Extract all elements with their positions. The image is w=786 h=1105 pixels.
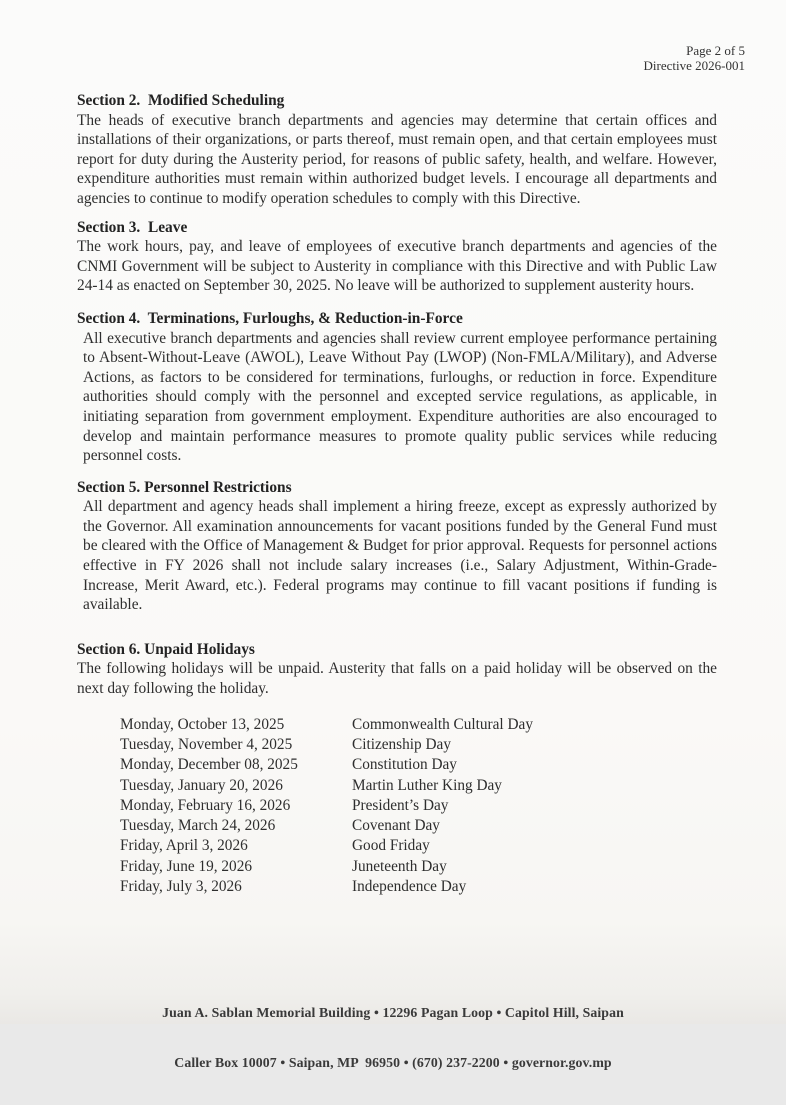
section-2-heading: Section 2. Modified Scheduling <box>77 92 285 109</box>
page-header <box>644 44 745 74</box>
holiday-name: Independence Day <box>352 878 467 895</box>
holiday-date: Friday, April 3, 2026 <box>120 837 248 855</box>
holiday-name: Citizenship Day <box>352 735 451 753</box>
directive-number-label: Directive 2026-001 <box>643 57 745 73</box>
holiday-row <box>120 755 717 775</box>
holiday-date: Monday, October 13, 2025 <box>120 715 285 733</box>
footer-address-line-1: Juan A. Sablan Memorial Building • 12296 Pagan Loop • Capitol Hill, Saipan <box>162 1004 624 1020</box>
section-3-paragraph: The work hours, pay, and leave of employees of executive branch departments and agencies of the CNMI Government will be subject to Austerity in compliance with this Directive and with Public Law 24-14 as enacted on September 30, 2025. No leave will be authorized to supplement austerity hours. <box>77 238 717 295</box>
section-4-paragraph: All executive branch departments and agencies shall review current employee performance pertaining to Absent-Without-Leave (AWOL), Leave Without Pay (LWOP) (Non-FMLA/Military), and Adverse Actions, as factors to be considered for terminations, furloughs, or reduction in force. Expenditure authorities should comply with the personnel and excepted service regulations, as applicable, in initiating separation from government employment. Expenditure authorities are also encouraged to develop and maintain performance measures to promote quality public services while reducing personnel costs. <box>83 329 717 465</box>
holiday-name: President’s Day <box>352 796 449 814</box>
holiday-row <box>120 836 717 856</box>
holiday-row <box>120 776 717 796</box>
holiday-row <box>120 857 717 877</box>
holiday-date: Monday, December 08, 2025 <box>120 756 298 774</box>
section-4-terminations-furloughs-rif <box>77 309 717 466</box>
holiday-row <box>120 816 717 836</box>
holiday-date: Tuesday, January 20, 2026 <box>120 776 283 794</box>
section-5-personnel-restrictions <box>77 478 717 615</box>
section-6-paragraph: The following holidays will be unpaid. Austerity that falls on a paid holiday will be observed on the next day following the holiday. <box>77 660 717 698</box>
holiday-date: Friday, June 19, 2026 <box>120 857 252 875</box>
holiday-name: Constitution Day <box>352 756 457 774</box>
section-6-unpaid-holidays <box>77 640 717 699</box>
section-5-heading: Section 5. Personnel Restrictions <box>77 478 292 496</box>
section-3-heading: Section 3. Leave <box>77 218 188 236</box>
holiday-name: Juneteenth Day <box>352 857 447 875</box>
holiday-name: Good Friday <box>352 837 430 855</box>
holiday-row <box>120 715 717 735</box>
holiday-date: Tuesday, March 24, 2026 <box>120 817 276 835</box>
footer-address-line-2: Caller Box 10007 • Saipan, MP 96950 • (670) 237-2200 • governor.gov.mp <box>174 1054 612 1070</box>
holiday-row <box>120 735 717 755</box>
section-4-heading: Section 4. Terminations, Furloughs, & Reduction-in-Force <box>77 309 463 327</box>
holiday-name: Martin Luther King Day <box>352 776 502 794</box>
holiday-name: Covenant Day <box>352 817 440 835</box>
section-6-heading: Section 6. Unpaid Holidays <box>77 640 255 658</box>
section-5-paragraph: All department and agency heads shall implement a hiring freeze, except as expressly authorized by the Governor. All examination announcements for vacant positions funded by the General Fund must be cleared with the Office of Management & Budget for prior approval. Requests for personnel actions effective in FY 2026 shall not include salary increases (i.e., Salary Adjustment, Within-Grade-Increase, Merit Award, etc.). Federal programs may continue to fill vacant positions if funding is available. <box>83 498 717 614</box>
section-2-modified-scheduling <box>77 91 717 209</box>
holiday-date: Monday, February 16, 2026 <box>120 796 291 814</box>
holiday-row <box>120 796 717 816</box>
page-footer <box>0 971 786 1105</box>
document-body <box>77 91 717 897</box>
holiday-list <box>120 715 717 898</box>
section-2-paragraph: The heads of executive branch departments and agencies may determine that certain offices and installations of their organizations, or parts thereof, must remain open, and that certain employees must report for duty during the Austerity period, for reasons of public safety, health, and welfare. However, expenditure authorities must remain within authorized budget levels. I encourage all departments and agencies to continue to modify operation schedules to comply with this Directive. <box>77 111 717 207</box>
holiday-date: Friday, July 3, 2026 <box>120 878 242 895</box>
holiday-row <box>120 877 717 897</box>
holiday-date: Tuesday, November 4, 2025 <box>120 735 293 753</box>
holiday-name: Commonwealth Cultural Day <box>352 715 533 733</box>
section-3-leave <box>77 218 717 296</box>
page-number-label: Page 2 of 5 <box>686 43 745 58</box>
